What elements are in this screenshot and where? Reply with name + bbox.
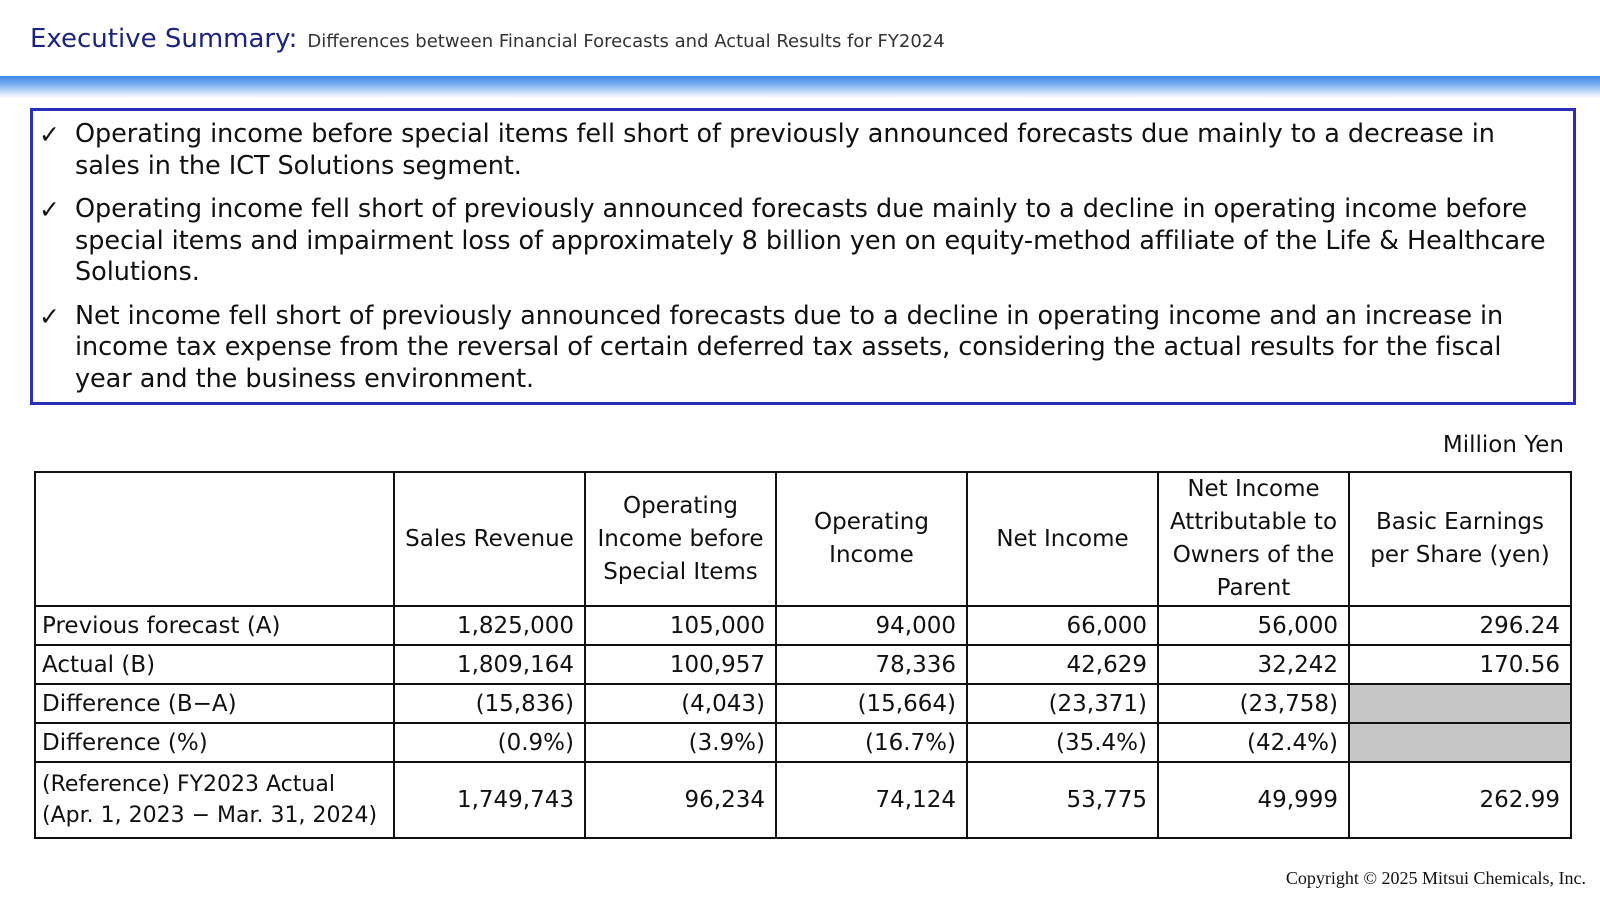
table-cell: (42.4%)	[1158, 723, 1349, 762]
table-row-reference	[35, 762, 1571, 838]
table-cell: 56,000	[1158, 606, 1349, 645]
row-label: Difference (B−A)	[35, 684, 394, 723]
header-blank-cell	[35, 472, 394, 606]
header-gradient-band	[0, 76, 1600, 98]
table-cell: 296.24	[1349, 606, 1571, 645]
check-icon: ✓	[39, 120, 60, 149]
column-header: Net Income	[967, 472, 1158, 606]
table-cell: 1,825,000	[394, 606, 585, 645]
column-header: Operating Income before Special Items	[585, 472, 776, 606]
table-cell: 53,775	[967, 762, 1158, 838]
row-label: Difference (%)	[35, 723, 394, 762]
page-title: Executive Summary:	[30, 24, 298, 54]
table-cell: 1,809,164	[394, 645, 585, 684]
results-table	[34, 471, 1572, 839]
page-subtitle: Differences between Financial Forecasts and Actual Results for FY2024	[307, 31, 945, 52]
table-cell: 74,124	[776, 762, 967, 838]
table-cell: 96,234	[585, 762, 776, 838]
table-cell: (3.9%)	[585, 723, 776, 762]
summary-bullet	[39, 194, 1553, 289]
table-cell: 49,999	[1158, 762, 1349, 838]
check-icon: ✓	[39, 301, 60, 331]
table-row	[35, 606, 1571, 645]
table-cell: (15,664)	[776, 684, 967, 723]
table-cell: 78,336	[776, 645, 967, 684]
bullet-text: Operating income fell short of previously announced forecasts due mainly to a decline in operating income before special items and impairment loss of approximately 8 billion yen on equity-method affiliate of the Life & Healthcare Solutions.	[75, 194, 1546, 287]
table-cell: 94,000	[776, 606, 967, 645]
table-cell: (23,758)	[1158, 684, 1349, 723]
summary-box	[30, 108, 1576, 405]
reference-label-line2: (Apr. 1, 2023 − Mar. 31, 2024)	[42, 803, 378, 828]
table-row	[35, 684, 1571, 723]
table-cell: 170.56	[1349, 645, 1571, 684]
column-header: Basic Earnings per Share (yen)	[1349, 472, 1571, 606]
table-cell: (16.7%)	[776, 723, 967, 762]
table-cell: 32,242	[1158, 645, 1349, 684]
table-cell: (15,836)	[394, 684, 585, 723]
summary-bullet	[39, 119, 1553, 182]
table-cell: 1,749,743	[394, 762, 585, 838]
row-label: Actual (B)	[35, 645, 394, 684]
table-cell: (4,043)	[585, 684, 776, 723]
table-cell: (0.9%)	[394, 723, 585, 762]
reference-label-line1: (Reference) FY2023 Actual	[42, 772, 335, 797]
table-header-row	[35, 472, 1571, 606]
check-icon: ✓	[39, 195, 60, 224]
column-header: Net Income Attributable to Owners of the Parent	[1158, 472, 1349, 606]
table-cell: 105,000	[585, 606, 776, 645]
empty-shaded-cell	[1349, 684, 1571, 723]
unit-label: Million Yen	[1442, 432, 1564, 458]
column-header: Sales Revenue	[394, 472, 585, 606]
table-cell: 42,629	[967, 645, 1158, 684]
copyright-notice: Copyright © 2025 Mitsui Chemicals, Inc.	[1285, 868, 1586, 888]
bullet-text: Net income fell short of previously announced forecasts due to a decline in operating income and an increase in income tax expense from the reversal of certain deferred tax assets, considering the actual results for the fiscal year and the business environment.	[75, 300, 1504, 394]
table-row	[35, 723, 1571, 762]
table-row	[35, 645, 1571, 684]
table-cell: (23,371)	[967, 684, 1158, 723]
table-cell: 100,957	[585, 645, 776, 684]
row-label: Previous forecast (A)	[35, 606, 394, 645]
empty-shaded-cell	[1349, 723, 1571, 762]
page-header	[30, 24, 945, 64]
table-cell: (35.4%)	[967, 723, 1158, 762]
bullet-text: Operating income before special items fell short of previously announced forecasts due mainly to a decrease in sales in the ICT Solutions segment.	[75, 119, 1495, 181]
row-label	[35, 762, 394, 838]
table-cell: 262.99	[1349, 762, 1571, 838]
column-header: Operating Income	[776, 472, 967, 606]
table-cell: 66,000	[967, 606, 1158, 645]
summary-bullet	[39, 301, 1553, 396]
